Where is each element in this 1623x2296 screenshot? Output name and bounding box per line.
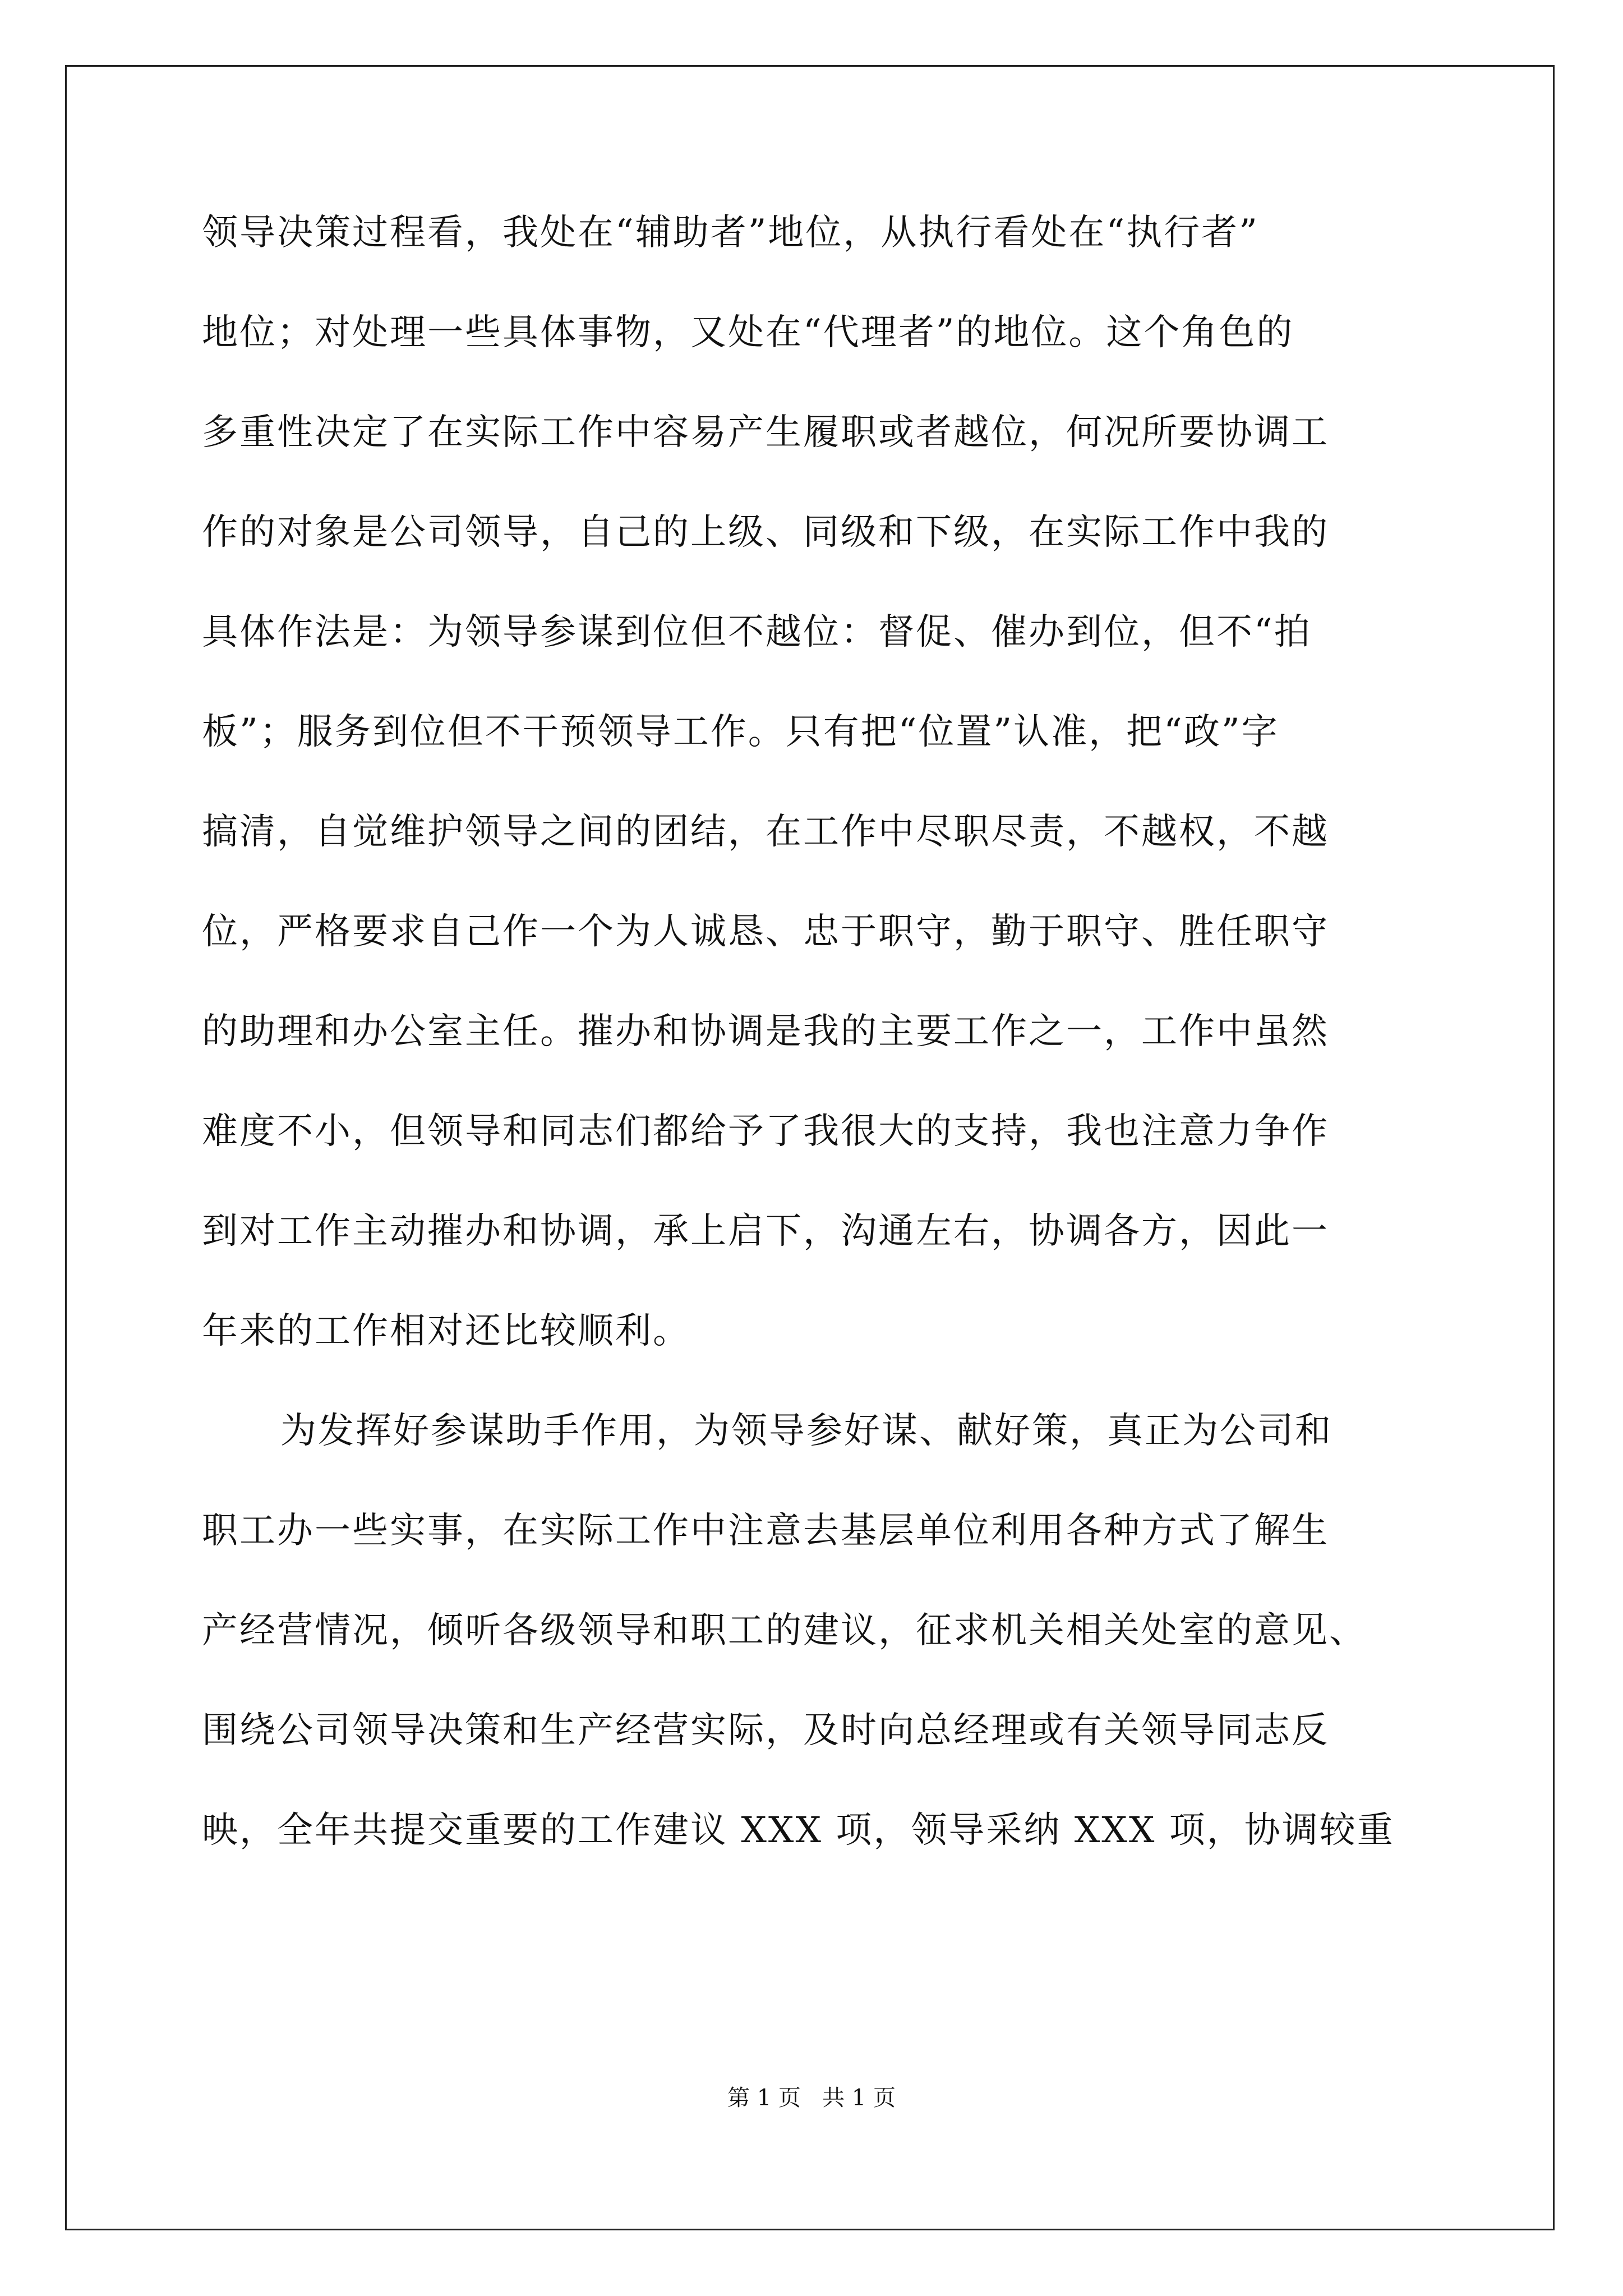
text-line: 地位；对处理一些具体事物，又处在“代理者”的地位。这个角色的 — [202, 312, 1294, 353]
text-line: 难度不小，但领导和同志们都给予了我很大的支持，我也注意力争作 — [202, 1111, 1329, 1152]
text-line: 领导决策过程看，我处在“辅助者”地位，从执行看处在“执行者” — [202, 212, 1259, 254]
text-line: 职工办一些实事，在实际工作中注意去基层单位利用各种方式了解生 — [202, 1510, 1329, 1552]
text-line: 具体作法是：为领导参谋到位但不越位：督促、催办到位，但不“拍 — [202, 611, 1312, 653]
text-line: 位，严格要求自己作一个为人诚恳、忠于职守，勤于职守、胜任职守 — [202, 911, 1329, 953]
text-line: 围绕公司领导决策和生产经营实际，及时向总经理或有关领导同志反 — [202, 1710, 1329, 1751]
text-line: 的助理和办公室主任。摧办和协调是我的主要工作之一，工作中虽然 — [202, 1011, 1329, 1052]
text-line: 板”；服务到位但不干预领导工作。只有把“位置”认准，把“政”字 — [202, 711, 1279, 753]
text-line: 搞清，自觉维护领导之间的团结，在工作中尽职尽责，不越权，不越 — [202, 811, 1329, 853]
page-footer: 第 1 页 共 1 页 — [727, 2085, 896, 2111]
text-line: 多重性决定了在实际工作中容易产生履职或者越位，何况所要协调工 — [202, 412, 1329, 453]
text-line: 到对工作主动摧办和协调，承上启下，沟通左右，协调各方，因此一 — [202, 1211, 1329, 1252]
text-line: 映，全年共提交重要的工作建议 XXX 项，领导采纳 XXX 项，协调较重 — [202, 1810, 1395, 1851]
text-line: 产经营情况，倾听各级领导和职工的建议，征求机关相关处室的意见、 — [202, 1610, 1367, 1651]
text-line: 为发挥好参谋助手作用，为领导参好谋、献好策，真正为公司和 — [280, 1410, 1332, 1452]
text-line: 年来的工作相对还比较顺利。 — [202, 1310, 690, 1352]
text-line: 作的对象是公司领导，自己的上级、同级和下级，在实际工作中我的 — [202, 512, 1329, 553]
